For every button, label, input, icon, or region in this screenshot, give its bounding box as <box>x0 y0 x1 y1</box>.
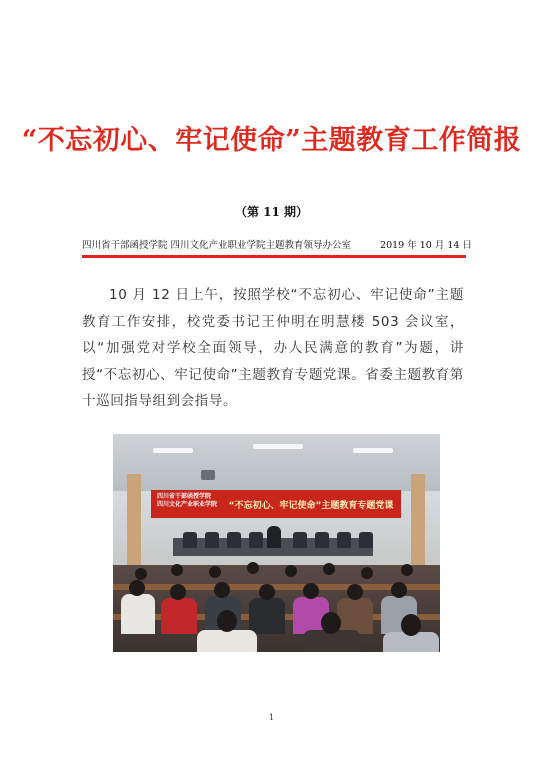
chair <box>205 532 219 548</box>
speaker-figure <box>267 526 281 548</box>
chair <box>183 532 197 548</box>
issue-date: 2019 年 10 月 14 日 <box>380 240 472 251</box>
projector <box>201 470 215 480</box>
audience-head <box>401 614 421 636</box>
chair <box>227 532 241 548</box>
audience-head <box>303 583 319 599</box>
audience-head <box>321 612 341 634</box>
bulletin-title: “不忘初心、牢记使命”主题教育工作简报 <box>21 125 522 156</box>
audience-head <box>209 566 221 578</box>
ceiling-light <box>153 448 193 453</box>
page-number: 1 <box>268 713 275 722</box>
audience-head <box>247 562 259 574</box>
audience-member <box>121 594 155 634</box>
banner-org-names: 四川省干部函授学院 四川文化产业职业学院 <box>157 493 218 508</box>
article-paragraph: 10 月 12 日上午，按照学校“不忘初心、牢记使命”主题教育工作安排，校党委书记王仲明在明慧楼 503 会议室，以“加强党对学校全面领导，办人民满意的教育”为题，讲授“不忘初心、牢记使命”主题教育专题党课。省委主题教育第十巡回指导组到会指导。 <box>82 287 464 409</box>
ceiling-light <box>253 444 303 449</box>
meeting-photo <box>113 434 440 652</box>
audience-head <box>391 582 407 598</box>
issuer-line <box>82 237 472 251</box>
red-banner <box>151 490 401 518</box>
audience-head <box>217 610 237 632</box>
audience-head <box>347 584 363 600</box>
audience-head <box>361 567 373 579</box>
audience-member <box>249 598 285 634</box>
audience-head <box>285 565 297 577</box>
audience-head <box>171 564 183 576</box>
audience-head <box>135 568 147 580</box>
chair <box>315 532 329 548</box>
chair <box>359 532 373 548</box>
issuer-name: 四川省干部函授学院 四川文化产业职业学院主题教育领导办公室 <box>82 240 352 251</box>
banner-text: “不忘初心、牢记使命”主题教育专题党课 <box>228 500 394 511</box>
chair <box>293 532 307 548</box>
audience-head <box>129 580 145 596</box>
audience-head <box>214 582 230 598</box>
ceiling-light <box>353 448 393 453</box>
chair <box>249 532 263 548</box>
audience-member <box>161 598 197 634</box>
audience-head <box>170 584 186 600</box>
audience-head <box>323 563 335 575</box>
wall-pillar <box>127 474 141 574</box>
chair <box>337 532 351 548</box>
wall-pillar <box>411 474 425 574</box>
audience-member <box>337 598 373 634</box>
photo-ceiling <box>113 434 440 491</box>
audience-member <box>197 630 257 652</box>
audience-head <box>401 564 413 576</box>
red-divider <box>82 255 466 258</box>
issue-number: （第 11 期） <box>234 205 309 219</box>
audience-head <box>259 584 275 600</box>
